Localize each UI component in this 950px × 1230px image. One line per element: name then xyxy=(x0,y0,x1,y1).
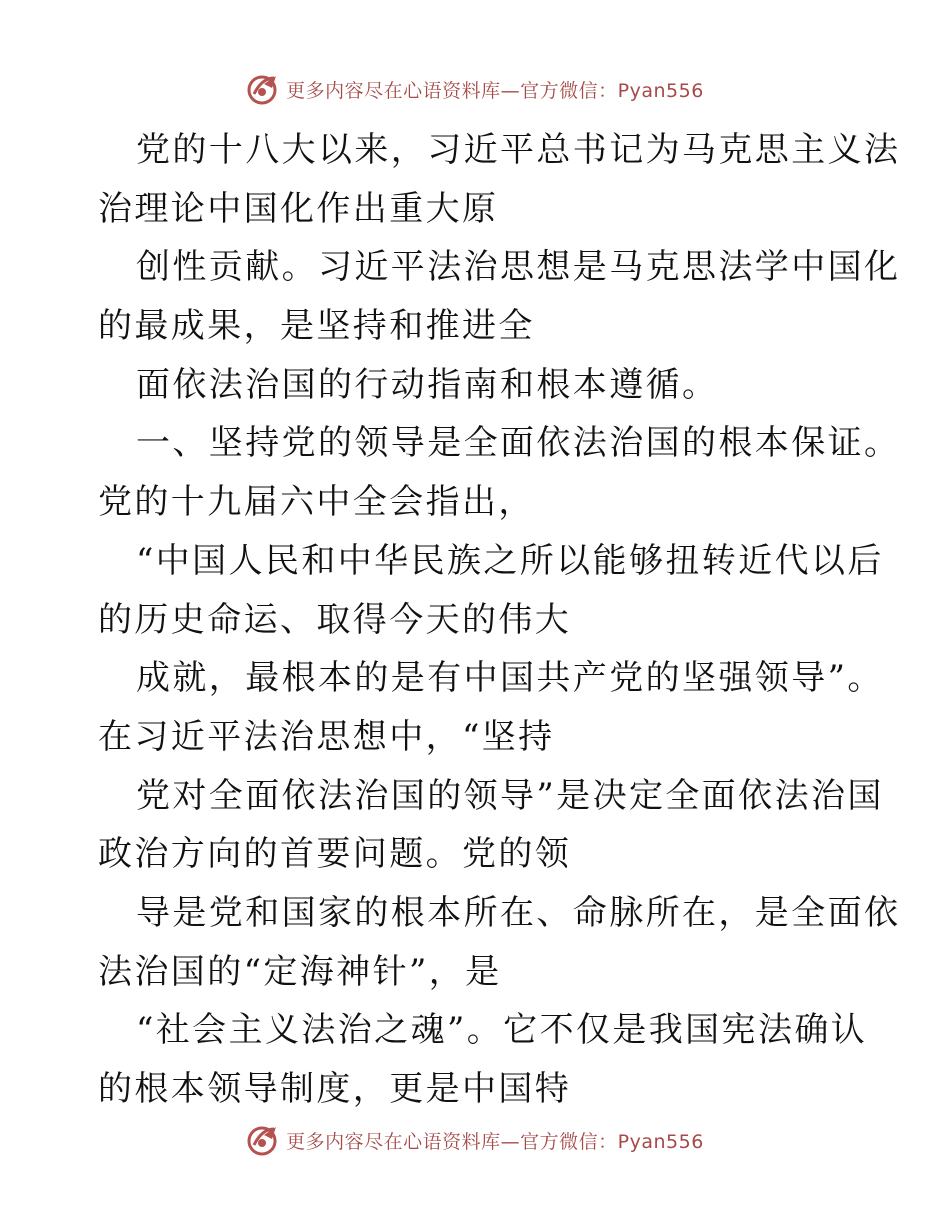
text-line: “中国人民和中华民族之所以能够扭转近代以后 xyxy=(136,540,884,581)
text-line: 的最成果，是坚持和推进全 xyxy=(98,306,535,347)
text-line: 党对全面依法治国的领导”是决定全面依法治国 xyxy=(136,775,884,816)
watermark-text: 更多内容尽在心语资料库—官方微信：Pyan556 xyxy=(286,1130,704,1153)
text-line: 面依法治国的行动指南和根本遵循。 xyxy=(136,364,719,405)
text-line: 政治方向的首要问题。党的领 xyxy=(98,834,572,875)
text-line: 的根本领导制度，更是中国特 xyxy=(98,1069,572,1109)
text-line: 党的十九届六中全会指出， xyxy=(98,482,535,523)
header-watermark xyxy=(0,72,950,106)
text-line: 的历史命运、取得今天的伟大 xyxy=(98,599,572,640)
text-line: 在习近平法治思想中，“坚持 xyxy=(98,716,555,757)
text-line: 导是党和国家的根本所在、命脉所在，是全面依 xyxy=(136,892,901,933)
seal-logo-icon xyxy=(246,1123,280,1157)
text-line: 党的十八大以来，习近平总书记为马克思主义法 xyxy=(136,130,901,170)
text-line: 一、坚持党的领导是全面依法治国的根本保证。 xyxy=(136,423,901,464)
text-line: 成就，最根本的是有中国共产党的坚强领导”。 xyxy=(136,658,884,699)
text-line: “社会主义法治之魂”。它不仅是我国宪法确认 xyxy=(136,1010,868,1051)
text-line: 法治国的“定海神针”，是 xyxy=(98,951,502,992)
text-line: 创性贡献。习近平法治思想是马克思法学中国化 xyxy=(136,247,901,288)
document-body xyxy=(98,121,901,1119)
footer-watermark xyxy=(0,1123,950,1157)
watermark-text: 更多内容尽在心语资料库—官方微信：Pyan556 xyxy=(286,79,704,102)
seal-logo-icon xyxy=(246,72,280,106)
text-line: 治理论中国化作出重大原 xyxy=(98,188,499,229)
